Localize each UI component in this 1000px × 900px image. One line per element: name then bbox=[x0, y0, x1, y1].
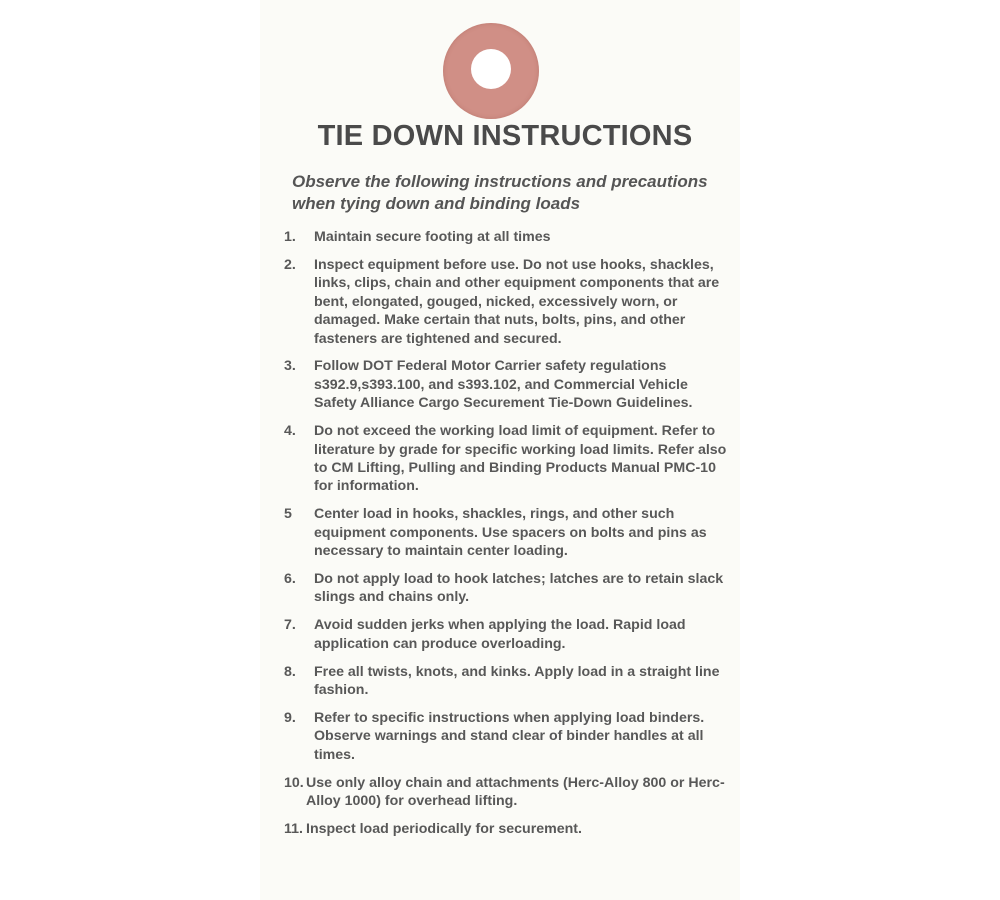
list-item bbox=[284, 422, 734, 496]
intro-line-1: Observe the following instructions and precautions bbox=[292, 172, 708, 191]
item-text: Avoid sudden jerks when applying the load. Rapid load application can produce overloading. bbox=[314, 617, 686, 652]
list-item bbox=[284, 774, 734, 811]
item-number: 1. bbox=[284, 229, 296, 245]
item-text: Do not exceed the working load limit of equipment. Refer to literature by grade for specific working load limits. Refer also to CM Lifting, Pulling and Binding Products Manual PMC-10 for information. bbox=[314, 423, 727, 495]
list-item bbox=[284, 228, 734, 246]
item-number: 10. bbox=[284, 774, 304, 791]
list-item bbox=[284, 820, 734, 838]
grommet-hole bbox=[471, 49, 511, 89]
list-item bbox=[284, 709, 734, 764]
item-text: Refer to specific instructions when applying load binders. Observe warnings and stand clear of binder handles at all times. bbox=[314, 709, 705, 763]
list-item bbox=[284, 505, 734, 560]
item-text: Do not apply load to hook latches; latches are to retain slack slings and chains only. bbox=[314, 571, 724, 606]
item-number: 7. bbox=[284, 617, 296, 634]
item-text: Maintain secure footing at all times bbox=[314, 229, 551, 245]
item-number: 11. bbox=[284, 820, 303, 837]
item-number: 8. bbox=[284, 663, 296, 680]
item-number: 6. bbox=[284, 571, 296, 587]
item-text: Inspect load periodically for securement. bbox=[306, 820, 582, 837]
item-number: 5 bbox=[284, 506, 292, 523]
intro-text bbox=[292, 171, 732, 215]
item-text: Follow DOT Federal Motor Carrier safety regulations s392.9,s393.100, and s393.102, and Commercial Vehicle Safety Alliance Cargo Securement Tie-Down Guidelines. bbox=[314, 358, 693, 412]
list-item bbox=[284, 663, 734, 700]
list-item bbox=[284, 570, 734, 607]
page-title: TIE DOWN INSTRUCTIONS bbox=[317, 120, 693, 152]
item-text: Use only alloy chain and attachments (Herc-Alloy 800 or Herc-Alloy 1000) for overhead lifting. bbox=[306, 774, 725, 810]
item-number: 9. bbox=[284, 709, 296, 726]
item-text: Center load in hooks, shackles, rings, and other such equipment components. Use spacers on bolts and pins as necessary to maintain center loading. bbox=[314, 506, 707, 560]
list-item bbox=[284, 357, 734, 412]
item-number: 2. bbox=[284, 256, 296, 273]
list-item bbox=[284, 616, 734, 653]
instruction-list bbox=[284, 228, 734, 848]
item-number: 4. bbox=[284, 423, 296, 440]
item-number: 3. bbox=[284, 358, 296, 375]
item-text: Inspect equipment before use. Do not use hooks, shackles, links, clips, chain and other equipment components that are bent, elongated, gouged, nicked, excessively worn, or damaged. Make certain that nuts, bolts, pins, and other fasteners are tightened and secured. bbox=[314, 256, 720, 347]
intro-line-2: when tying down and binding loads bbox=[292, 194, 581, 213]
item-text: Free all twists, knots, and kinks. Apply load in a straight line fashion. bbox=[314, 663, 720, 699]
tag-grommet bbox=[443, 23, 539, 119]
list-item bbox=[284, 256, 734, 348]
